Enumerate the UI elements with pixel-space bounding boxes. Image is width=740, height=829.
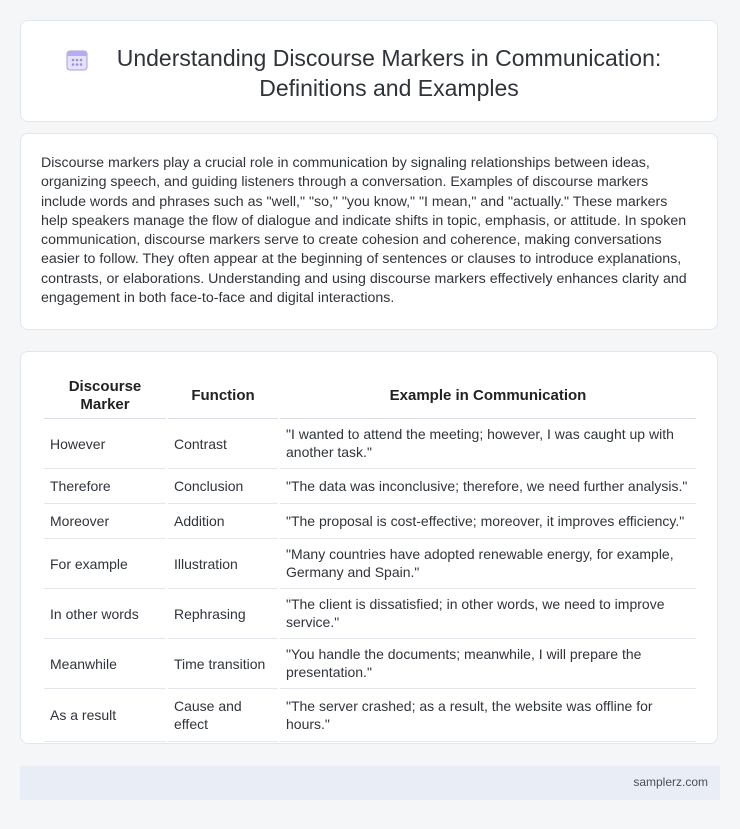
footer-bar	[20, 766, 720, 800]
cell-marker: Moreover	[44, 504, 166, 539]
cell-function: Illustration	[168, 539, 278, 589]
discourse-markers-table	[42, 371, 698, 742]
column-header-function: Function	[168, 371, 278, 419]
cell-function: Contrast	[168, 419, 278, 469]
cell-marker: In other words	[44, 589, 166, 639]
cell-example: "The data was inconclusive; therefore, we need further analysis."	[280, 469, 696, 504]
cell-marker: Therefore	[44, 469, 166, 504]
cell-function: Cause and effect	[168, 689, 278, 742]
table-row	[44, 419, 696, 469]
cell-marker: As a result	[44, 689, 166, 742]
cell-function: Time transition	[168, 639, 278, 689]
cell-marker: Meanwhile	[44, 639, 166, 689]
footer-site-link[interactable]: samplerz.com	[633, 775, 708, 789]
column-header-marker: Discourse Marker	[44, 371, 166, 419]
cell-example: "I wanted to attend the meeting; however, I was caught up with another task."	[280, 419, 696, 469]
title-card	[20, 20, 718, 122]
cell-marker: For example	[44, 539, 166, 589]
cell-example: "The proposal is cost-effective; moreover, it improves efficiency."	[280, 504, 696, 539]
cell-example: "The server crashed; as a result, the website was offline for hours."	[280, 689, 696, 742]
intro-card	[20, 133, 718, 330]
cell-example: "The client is dissatisfied; in other words, we need to improve service."	[280, 589, 696, 639]
intro-paragraph: Discourse markers play a crucial role in communication by signaling relationships between ideas, organizing speech, and guiding listeners through a conversation. Examples of discourse markers include words and phrases such as "well," "so," "you know," "I mean," and "actually." These markers help speakers manage the flow of dialogue and indicate shifts in topic, emphasis, or attitude. In spoken communication, discourse markers serve to create cohesion and coherence, making conversations easier to follow. They often appear at the beginning of sentences or clauses to introduce explanations, contrasts, or elaborations. Understanding and using discourse markers effectively enhances clarity and engagement in both face-to-face and digital interactions.	[41, 155, 687, 307]
cell-example: "You handle the documents; meanwhile, I will prepare the presentation."	[280, 639, 696, 689]
column-header-example: Example in Communication	[280, 371, 696, 419]
cell-function: Rephrasing	[168, 589, 278, 639]
cell-function: Addition	[168, 504, 278, 539]
table-card	[20, 351, 718, 744]
table-row	[44, 539, 696, 589]
cell-function: Conclusion	[168, 469, 278, 504]
cell-marker: However	[44, 419, 166, 469]
table-row	[44, 689, 696, 742]
table-row	[44, 589, 696, 639]
table-row	[44, 639, 696, 689]
table-header-row	[44, 371, 696, 419]
table-row	[44, 504, 696, 539]
page-title: Understanding Discourse Markers in Communication: Definitions and Examples	[116, 45, 662, 101]
cell-example: "Many countries have adopted renewable energy, for example, Germany and Spain."	[280, 539, 696, 589]
table-row	[44, 469, 696, 504]
